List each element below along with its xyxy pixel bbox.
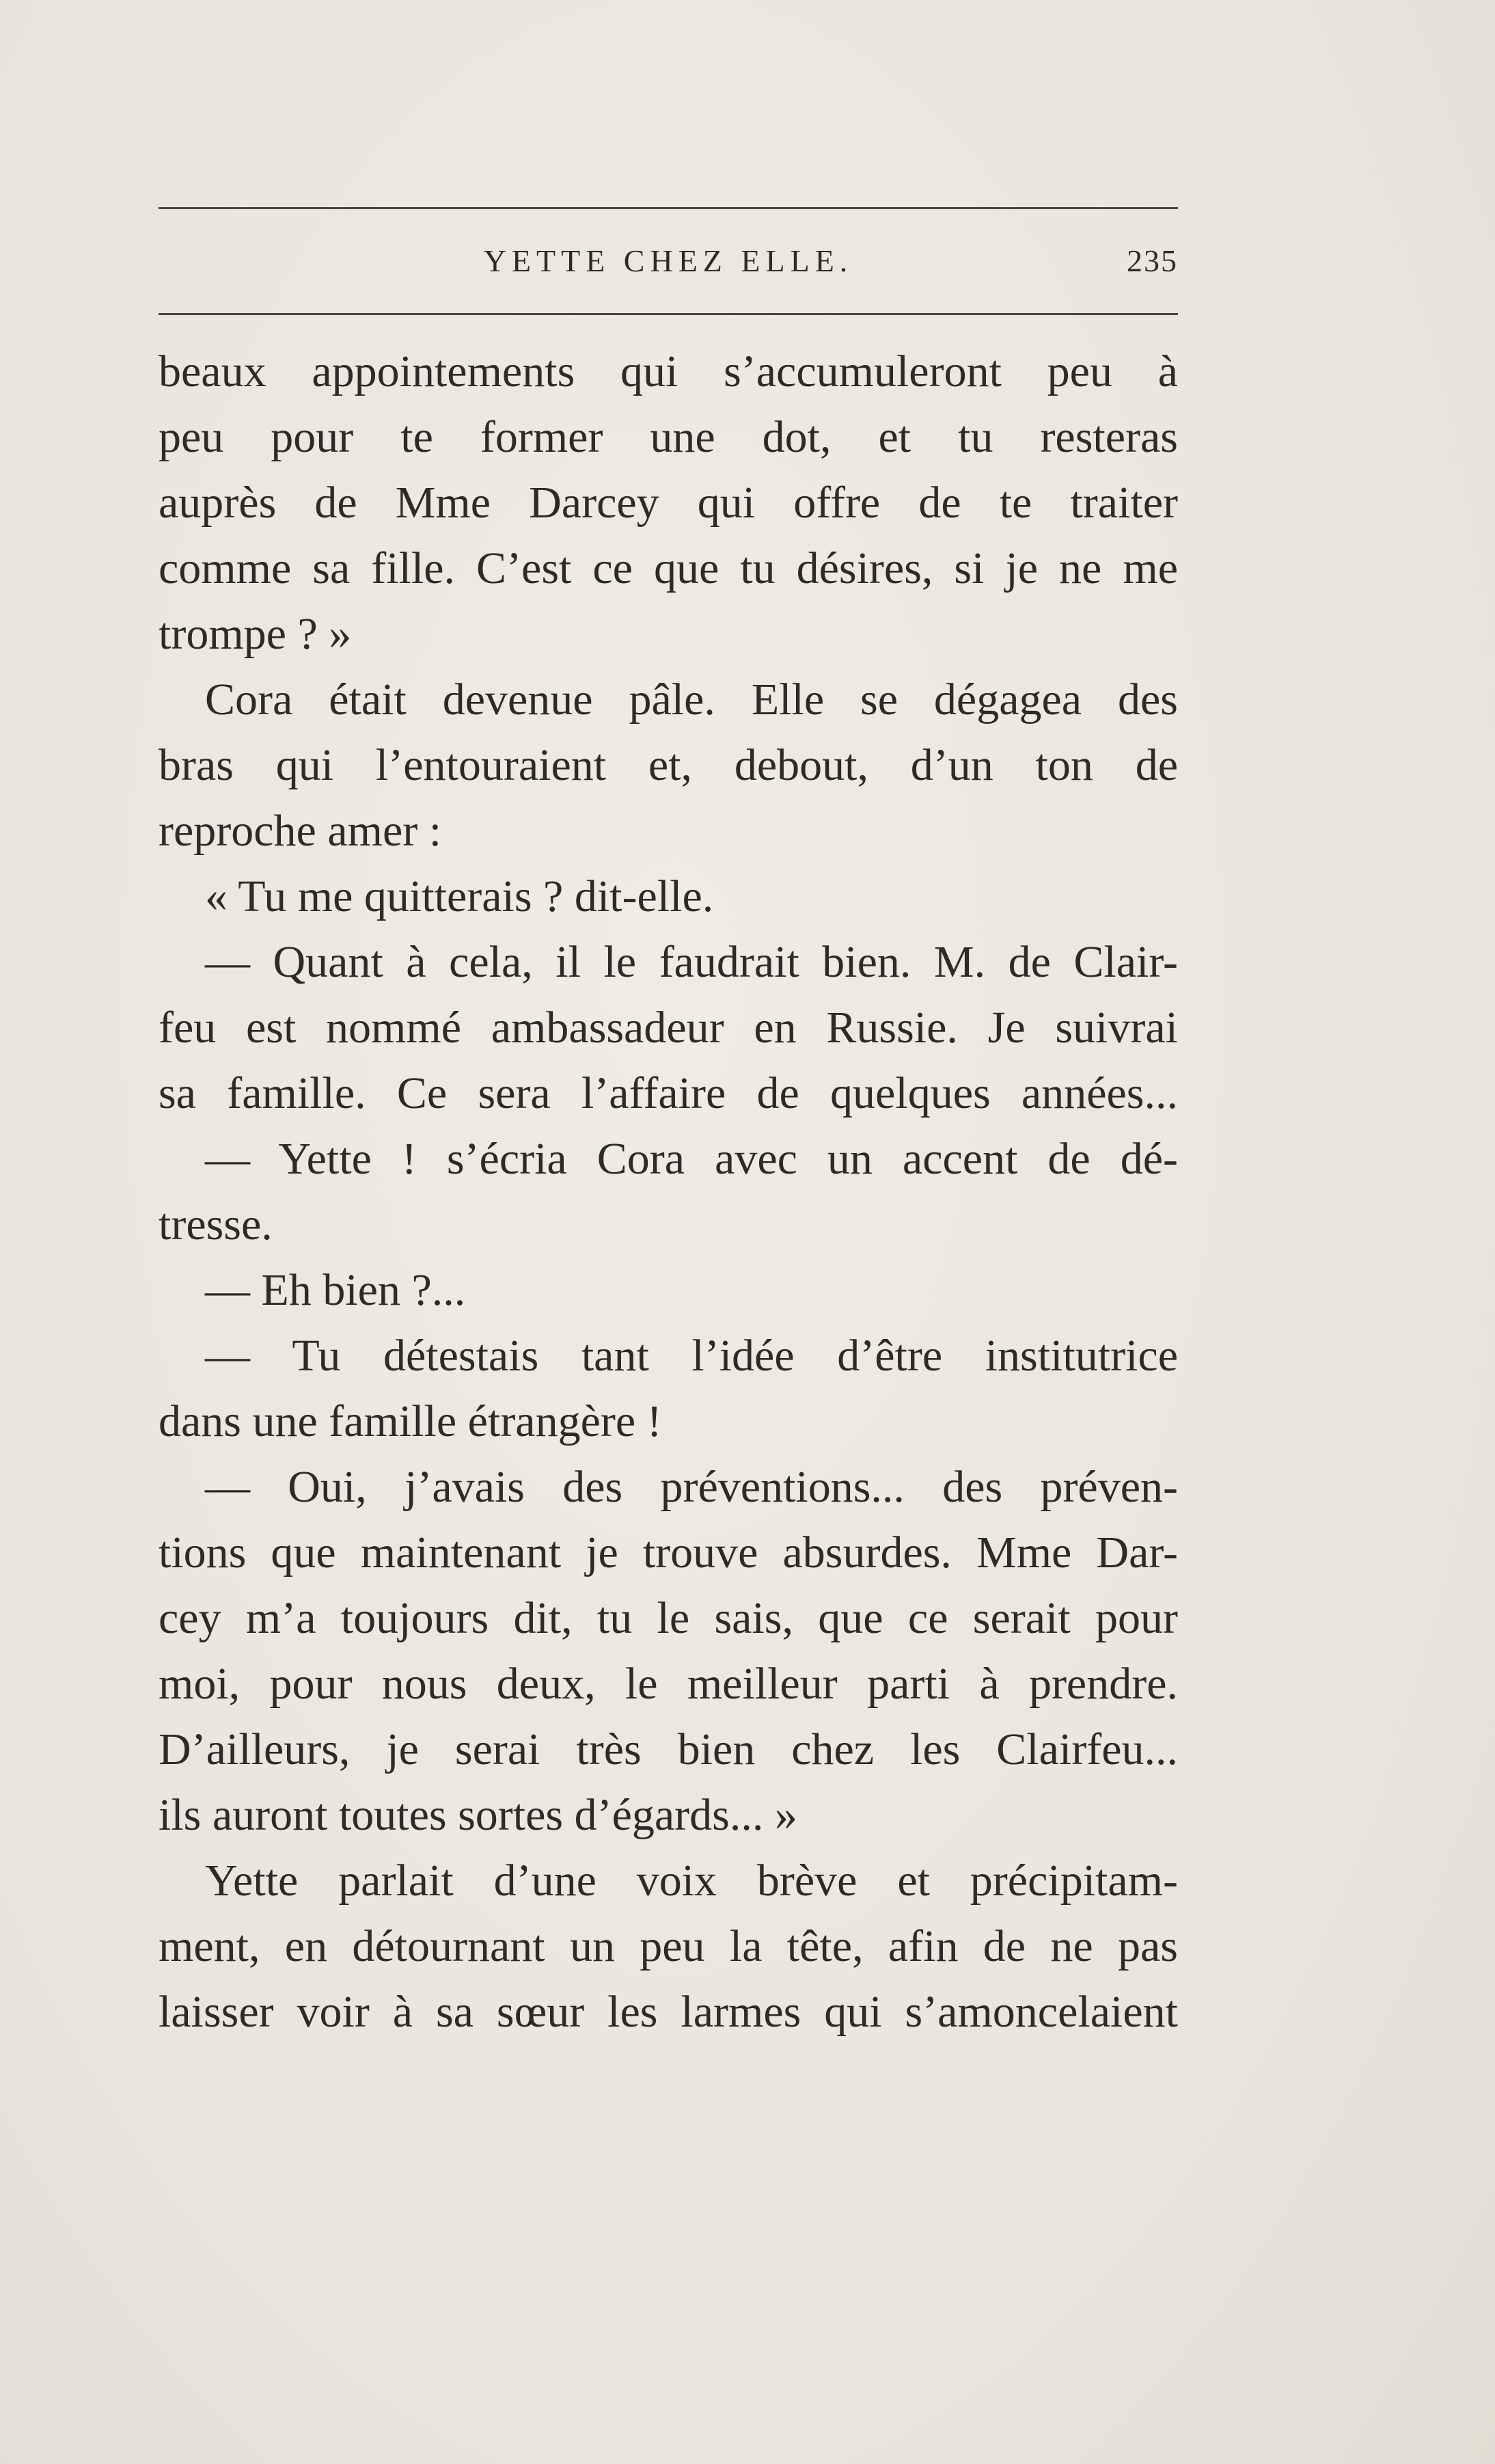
text-line: auprès de Mme Darcey qui offre de te traiter (159, 478, 1178, 528)
page-number: 235 (1127, 243, 1178, 278)
text-line: — Yette ! s’écria Cora avec un accent de dé- (205, 1134, 1178, 1184)
header-bottom-rule (159, 313, 1178, 315)
text-line: sa famille. Ce sera l’affaire de quelques années... (159, 1068, 1178, 1118)
text-line: reproche amer : (159, 806, 442, 856)
text-line: trompe ? » (159, 609, 352, 659)
text-line: D’ailleurs, je serai très bien chez les Clairfeu... (159, 1724, 1178, 1774)
text-line: tions que maintenant je trouve absurdes. Mme Dar- (159, 1528, 1178, 1578)
text-line: comme sa fille. C’est ce que tu désires, si je ne me (159, 543, 1178, 593)
text-line: — Oui, j’avais des préventions... des préven- (205, 1462, 1178, 1512)
text-line: — Tu détestais tant l’idée d’être institutrice (205, 1331, 1178, 1381)
body-text (159, 339, 1178, 2045)
chapter-title: YETTE CHEZ ELLE. (483, 243, 853, 278)
text-line: beaux appointements qui s’accumuleront peu à (159, 347, 1178, 396)
text-line: « Tu me quitterais ? dit-elle. (205, 871, 714, 921)
text-line: bras qui l’entouraient et, debout, d’un ton de (159, 740, 1178, 790)
text-line: laisser voir à sa sœur les larmes qui s’amoncelaient (159, 1987, 1178, 2037)
text-line: tresse. (159, 1200, 273, 1249)
running-header (159, 243, 1178, 290)
text-line: dans une famille étrangère ! (159, 1396, 662, 1446)
text-line: moi, pour nous deux, le meilleur parti à prendre. (159, 1659, 1178, 1709)
text-line: feu est nommé ambassadeur en Russie. Je suivrai (159, 1003, 1178, 1053)
text-line: ils auront toutes sortes d’égards... » (159, 1790, 797, 1840)
header-top-rule (159, 207, 1178, 209)
text-line: peu pour te former une dot, et tu resteras (159, 412, 1178, 462)
text-line: — Eh bien ?... (205, 1265, 466, 1315)
text-line: Cora était devenue pâle. Elle se dégagea des (205, 675, 1178, 725)
text-line: ment, en détournant un peu la tête, afin de ne pas (159, 1921, 1178, 1971)
text-line: cey m’a toujours dit, tu le sais, que ce serait pour (159, 1593, 1178, 1643)
text-line: Yette parlait d’une voix brève et précipitam- (205, 1856, 1178, 1906)
text-line: — Quant à cela, il le faudrait bien. M. de Clair- (205, 937, 1178, 987)
